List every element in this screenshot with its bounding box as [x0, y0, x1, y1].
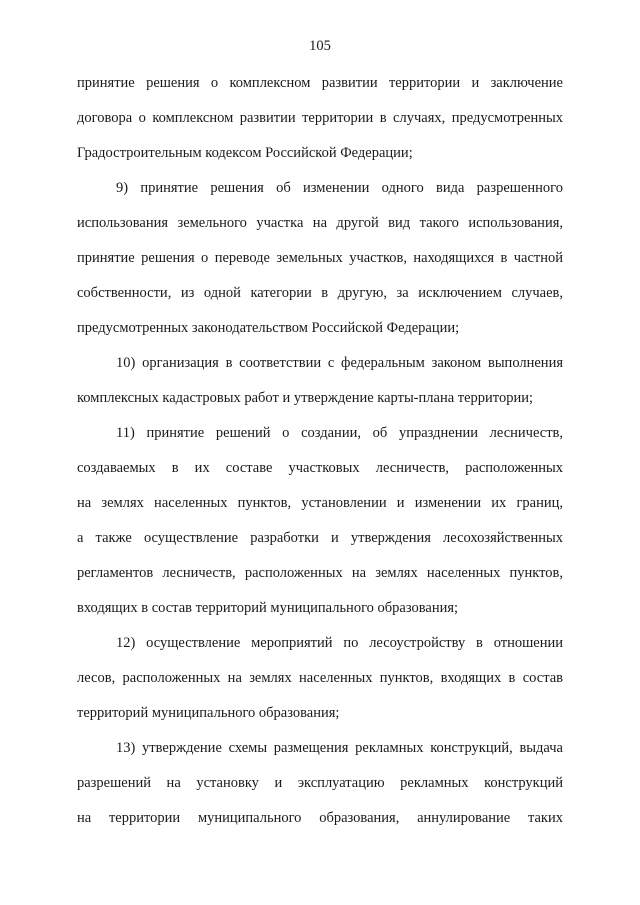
text-line: собственности, из одной категории в другую, за исключением случаев,	[77, 285, 563, 301]
list-item-10-start: 10) организация в соответствии с федеральным законом выполнения	[116, 355, 563, 371]
text-line: предусмотренных законодательством Российской Федерации;	[77, 320, 460, 336]
text-line: принятие решения о переводе земельных участков, находящихся в частной	[77, 250, 563, 266]
text-line: использования земельного участка на другой вид такого использования,	[77, 215, 563, 231]
text-line: регламентов лесничеств, расположенных на землях населенных пунктов,	[77, 565, 563, 581]
text-line: договора о комплексном развитии территории в случаях, предусмотренных	[77, 110, 563, 126]
list-item-9-start: 9) принятие решения об изменении одного вида разрешенного	[116, 180, 563, 196]
text-line: принятие решения о комплексном развитии территории и заключение	[77, 75, 563, 91]
text-line: входящих в состав территорий муниципального образования;	[77, 600, 459, 616]
text-line: территорий муниципального образования;	[77, 705, 340, 721]
text-line: лесов, расположенных на землях населенных пунктов, входящих в состав	[77, 670, 563, 686]
text-line: комплексных кадастровых работ и утверждение карты-плана территории;	[77, 390, 533, 406]
text-line: разрешений на установку и эксплуатацию рекламных конструкций	[77, 775, 563, 791]
list-item-12-start: 12) осуществление мероприятий по лесоустройству в отношении	[116, 635, 563, 651]
text-line: на территории муниципального образования, аннулирование таких	[77, 810, 563, 826]
page-number: 105	[309, 38, 331, 54]
list-item-11-start: 11) принятие решений о создании, об упразднении лесничеств,	[116, 425, 563, 441]
list-item-13-start: 13) утверждение схемы размещения рекламных конструкций, выдача	[116, 740, 563, 756]
text-line: Градостроительным кодексом Российской Федерации;	[77, 145, 413, 161]
text-line: на землях населенных пунктов, установлении и изменении их границ,	[77, 495, 563, 511]
text-line: а также осуществление разработки и утверждения лесохозяйственных	[77, 530, 563, 546]
text-line: создаваемых в их составе участковых лесничеств, расположенных	[77, 460, 563, 476]
